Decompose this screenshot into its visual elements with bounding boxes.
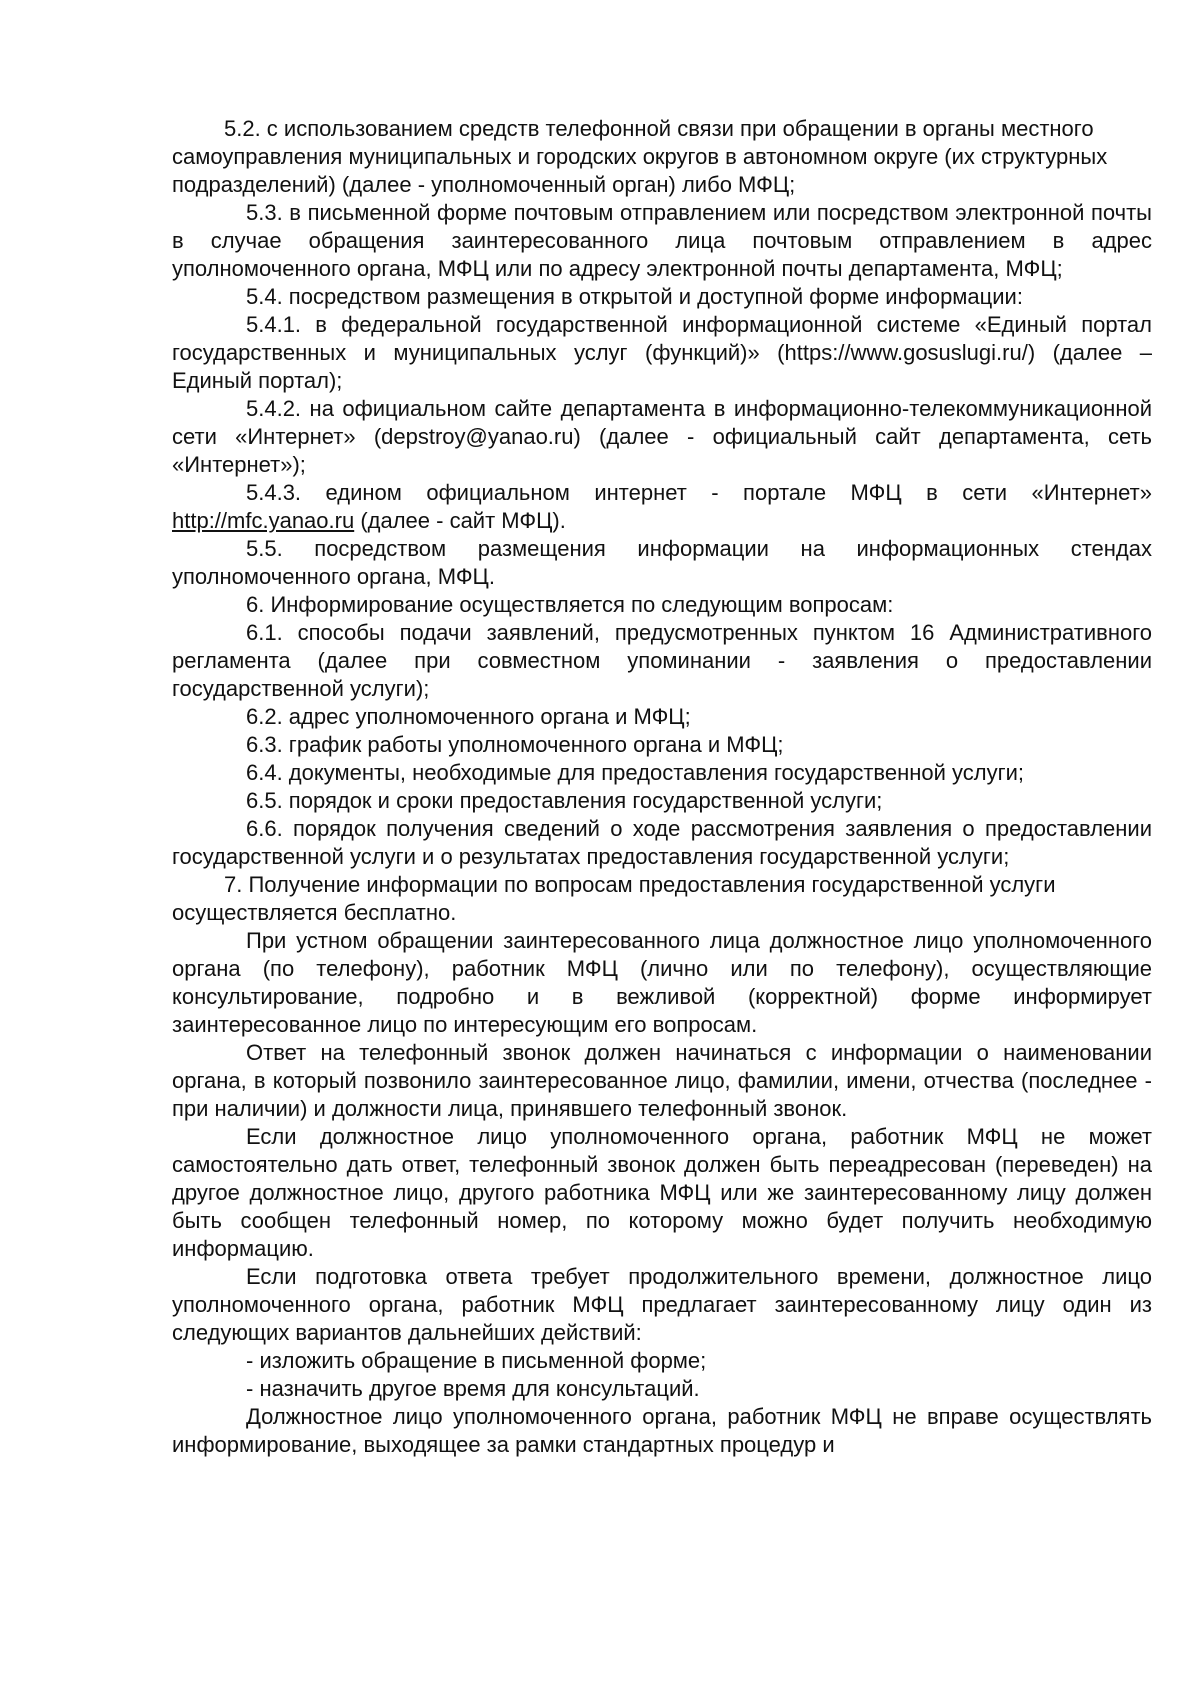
paragraph-6-3: 6.3. график работы уполномоченного органа и МФЦ;	[246, 732, 784, 757]
paragraph-phone-answer: Ответ на телефонный звонок должен начинаться с информации о наименовании органа, в который позвонило заинтересованное лицо, фамилии, имени, отчества (последнее - при наличии) и должности лица, принявшего телефонный звонок.	[172, 1040, 1152, 1121]
paragraph-5-3: 5.3. в письменной форме почтовым отправлением или посредством электронной почты в случае обращения заинтересованного лица почтовым отправлением в адрес уполномоченного органа, МФЦ или по адресу электронной почты департамента, МФЦ;	[172, 200, 1152, 281]
paragraph-option-written: - изложить обращение в письменной форме;	[246, 1348, 707, 1373]
paragraph-5-4: 5.4. посредством размещения в открытой и доступной форме информации:	[246, 284, 1023, 309]
paragraph-oral-request: При устном обращении заинтересованного лица должностное лицо уполномоченного органа (по телефону), работник МФЦ (лично или по телефону), осуществляющие консультирование, подробно и в вежливой (корректной) форме информирует заинтересованное лицо по интересующим его вопросам.	[172, 928, 1152, 1037]
paragraph-long-answer: Если подготовка ответа требует продолжительного времени, должностное лицо уполномоченного органа, работник МФЦ предлагает заинтересованному лицу один из следующих вариантов дальнейших действий:	[172, 1264, 1152, 1345]
paragraph-limits: Должностное лицо уполномоченного органа, работник МФЦ не вправе осуществлять информирование, выходящее за рамки стандартных процедур и	[172, 1404, 1152, 1457]
document-page	[172, 115, 1152, 1459]
paragraph-5-2: 5.2. с использованием средств телефонной связи при обращении в органы местного самоуправления муниципальных и городских округов в автономном округе (их структурных подразделений) (далее - уполномоченный орган) либо МФЦ;	[172, 116, 1108, 197]
paragraph-5-4-3-text: 5.4.3. едином официальном интернет - портале МФЦ в сети «Интернет»	[246, 480, 1152, 505]
paragraph-5-4-2: 5.4.2. на официальном сайте департамента в информационно-телекоммуникационной сети «Интернет» (depstroy@yanao.ru) (далее - официальный сайт департамента, сеть «Интернет»);	[172, 396, 1152, 477]
paragraph-5-5: 5.5. посредством размещения информации на информационных стендах уполномоченного органа, МФЦ.	[172, 536, 1152, 589]
paragraph-5-4-3	[172, 479, 1152, 535]
paragraph-5-4-3-tail: (далее - сайт МФЦ).	[354, 508, 566, 533]
paragraph-redirect: Если должностное лицо уполномоченного органа, работник МФЦ не может самостоятельно дать ответ, телефонный звонок должен быть переадресован (переведен) на другое должностное лицо, другого работника МФЦ или же заинтересованному лицу должен быть сообщен телефонный номер, по которому можно будет получить необходимую информацию.	[172, 1124, 1152, 1261]
paragraph-6-2: 6.2. адрес уполномоченного органа и МФЦ;	[246, 704, 691, 729]
paragraph-7: 7. Получение информации по вопросам предоставления государственной услуги осуществляется бесплатно.	[172, 872, 1056, 925]
paragraph-6-5: 6.5. порядок и сроки предоставления государственной услуги;	[246, 788, 883, 813]
mfc-site-link[interactable]: http://mfc.yanao.ru	[172, 508, 355, 533]
paragraph-6-1: 6.1. способы подачи заявлений, предусмотренных пунктом 16 Административного регламента (далее при совместном упоминании - заявления о предоставлении государственной услуги);	[172, 620, 1152, 701]
paragraph-option-reschedule: - назначить другое время для консультаций.	[246, 1376, 700, 1401]
paragraph-6-4: 6.4. документы, необходимые для предоставления государственной услуги;	[246, 760, 1025, 785]
paragraph-5-4-1: 5.4.1. в федеральной государственной информационной системе «Единый портал государственных и муниципальных услуг (функций)» (https://www.gosuslugi.ru/) (далее – Единый портал);	[172, 312, 1152, 393]
paragraph-6: 6. Информирование осуществляется по следующим вопросам:	[246, 592, 894, 617]
paragraph-6-6: 6.6. порядок получения сведений о ходе рассмотрения заявления о предоставлении государственной услуги и о результатах предоставления государственной услуги;	[172, 816, 1152, 869]
